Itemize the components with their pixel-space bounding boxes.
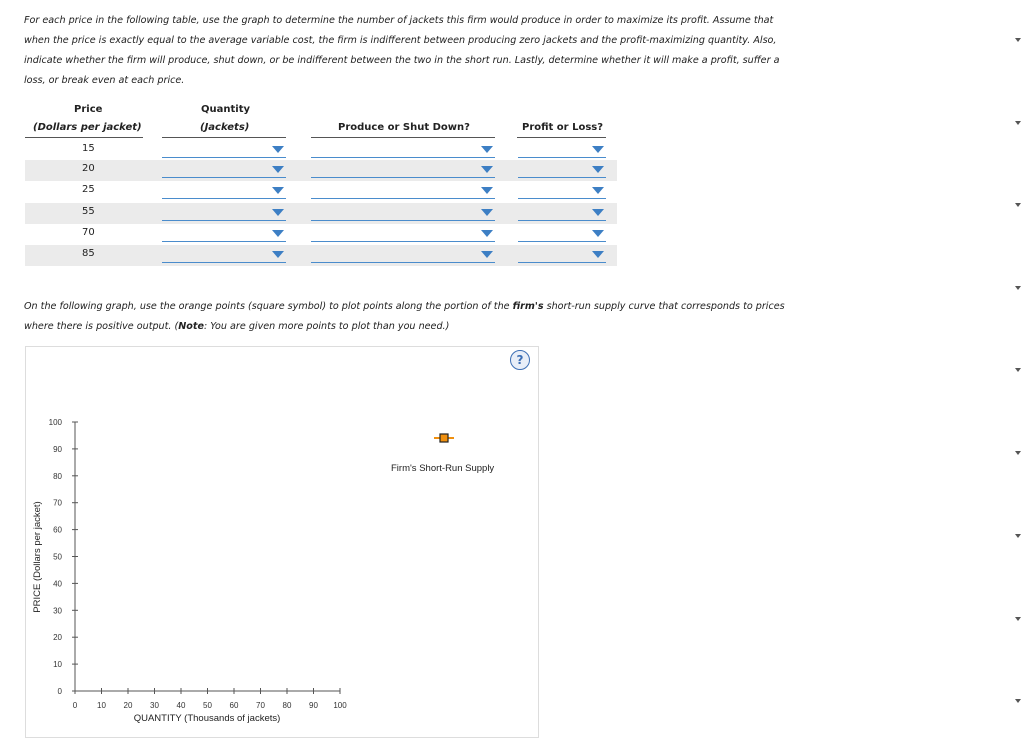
y-tick-label: 40 [53,579,62,589]
price-subheader: (Dollars per jacket) [33,122,142,133]
x-tick-label: 60 [229,701,239,710]
intro-text: For each price in the following table, use the graph to determine the number of jackets this firm would produce in order to maximize its profit. Assume that when the price is exactly equal to the average variable cost, the firm is indifferent between producing zero jackets and the profit-maximizing quantity. Also, indicate whether the firm will produce, shut down, or be indifferent between the two in the short run. Lastly, determine whether it will make a profit, suffer a loss, or break even at each price. [24,15,780,86]
y-axis-label: PRICE (Dollars per jacket) [32,501,43,613]
y-tick-label: 90 [53,444,62,454]
x-tick-label: 40 [176,701,186,710]
x-axis-label: QUANTITY (Thousands of jackets) [133,713,281,724]
instructions-part2: short-run supply curve that corresponds to prices where there is positive output. ( [24,301,785,332]
scroll-down-icon [1015,121,1021,125]
x-tick-label: 80 [282,701,292,710]
y-tick-label: 30 [53,606,62,616]
y-tick-label: 80 [53,471,62,481]
x-tick-label: 70 [256,701,265,710]
scroll-down-icon [1015,203,1021,207]
x-tick-label: 0 [72,701,78,710]
instructions-bold-note: Note [178,321,204,332]
x-tick-label: 100 [333,701,347,710]
price-value: 25 [82,184,95,195]
price-value: 85 [82,248,95,259]
scroll-down-icon [1015,38,1021,42]
price-header: Price [74,104,103,115]
y-tick-label: 60 [53,525,62,535]
price-value: 15 [82,143,95,154]
produce-header: Produce or Shut Down? [338,122,470,133]
x-tick-label: 90 [309,701,318,710]
y-tick-label: 0 [57,687,62,696]
scroll-down-icon [1015,534,1021,538]
quantity-subheader: (Jackets) [200,122,250,133]
instructions-bold-firms: firm's [512,301,544,312]
profit-header: Profit or Loss? [522,122,604,133]
y-tick-label: 100 [48,418,62,427]
quantity-header: Quantity [201,104,250,115]
legend-square-icon[interactable] [434,434,454,442]
scroll-down-icon [1015,699,1021,703]
legend-label: Firm's Short-Run Supply [391,463,495,474]
scroll-down-icon [1015,286,1021,290]
instructions-part3: : You are given more points to plot than you need.) [203,321,450,332]
scroll-down-icon [1015,451,1021,455]
x-tick-label: 10 [97,701,106,710]
y-tick-label: 50 [53,552,62,562]
scroll-down-icon [1015,368,1021,372]
price-value: 70 [82,227,95,238]
y-tick-label: 10 [53,660,62,670]
price-value: 20 [82,163,95,174]
help-button[interactable]: ? [510,350,530,370]
y-tick-label: 20 [53,633,62,643]
price-value: 55 [82,206,95,217]
y-tick-label: 70 [53,498,62,508]
x-tick-label: 50 [203,701,212,710]
x-tick-label: 30 [150,701,159,710]
x-tick-label: 20 [123,701,133,710]
instructions-part1: On the following graph, use the orange points (square symbol) to plot points along the portion of the [24,301,513,312]
scroll-down-icon [1015,617,1021,621]
